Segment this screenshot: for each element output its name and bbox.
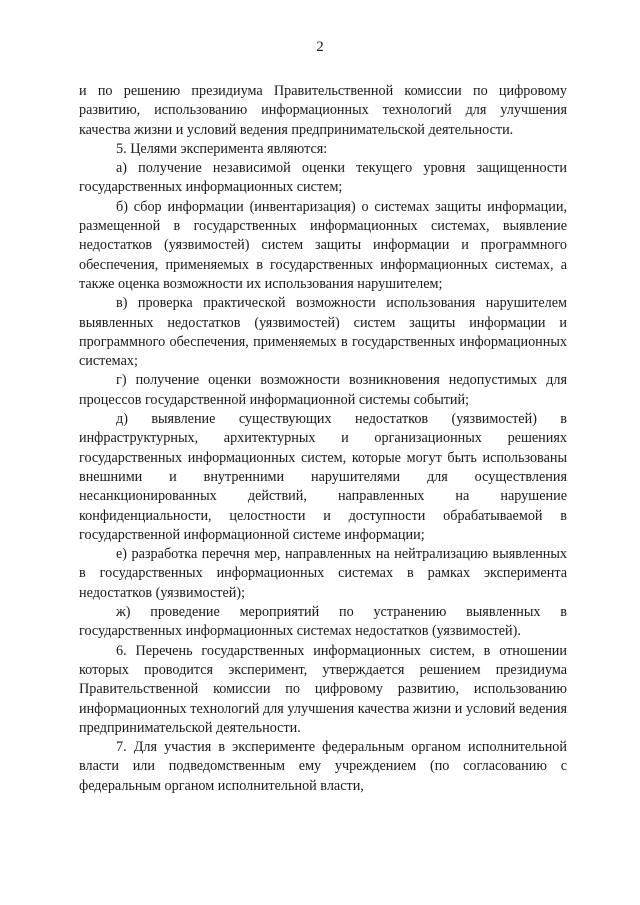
paragraph-item-5-heading: 5. Целями эксперимента являются: <box>116 140 328 157</box>
page-number: 2 <box>316 39 324 55</box>
document-body <box>79 82 567 796</box>
paragraph-continuation: и по решению президиума Правительственной комиссии по цифровому развитию, использованию информационных технологий для улучшения качества жизни и условий ведения предпринимательской деятельности. <box>79 83 567 138</box>
paragraph-item-6: 6. Перечень государственных информационных систем, в отношении которых проводится эксперимент, утверждается решением президиума Правительственной комиссии по цифровому развитию, использованию информационных технологий для улучшения качества жизни и условий ведения предпринимательской деятельности. <box>79 642 567 736</box>
paragraph-item-v: в) проверка практической возможности использования нарушителем выявленных недостатков (уязвимостей) систем защиты информации и программного обеспечения, применяемых в государственных информационных системах; <box>79 295 567 370</box>
paragraph-item-g: г) получение оценки возможности возникновения недопустимых для процессов государственной информационной системы событий; <box>79 372 567 408</box>
paragraph-item-zh: ж) проведение мероприятий по устранению выявленных в государственных информационных системах недостатков (уязвимостей). <box>79 604 567 640</box>
paragraph-item-7: 7. Для участия в эксперименте федеральным органом исполнительной власти или подведомственным ему учреждением (по согласованию с федеральным органом исполнительной власти, <box>79 739 567 794</box>
paragraph-item-b: б) сбор информации (инвентаризация) о системах защиты информации, размещенной в государственных информационных системах, выявление недостатков (уязвимостей) систем защиты информации и программного обеспечения, применяемых в государственных информационных системах, а также оценка возможности их использования нарушителем; <box>79 198 567 292</box>
paragraph-item-d: д) выявление существующих недостатков (уязвимостей) в инфраструктурных, архитектурных и организационных решениях государственных информационных систем, которые могут быть использованы внешними и внутренними нарушителями для осуществления несанкционированных действий, направленных на нарушение конфиденциальности, целостности и доступности обрабатываемой в государственной информационной системе информации; <box>79 411 567 543</box>
paragraph-item-a: а) получение независимой оценки текущего уровня защищенности государственных информационных систем; <box>79 160 567 196</box>
paragraph-item-e: е) разработка перечня мер, направленных на нейтрализацию выявленных в государственных информационных системах в рамках эксперимента недостатков (уязвимостей); <box>79 546 567 601</box>
